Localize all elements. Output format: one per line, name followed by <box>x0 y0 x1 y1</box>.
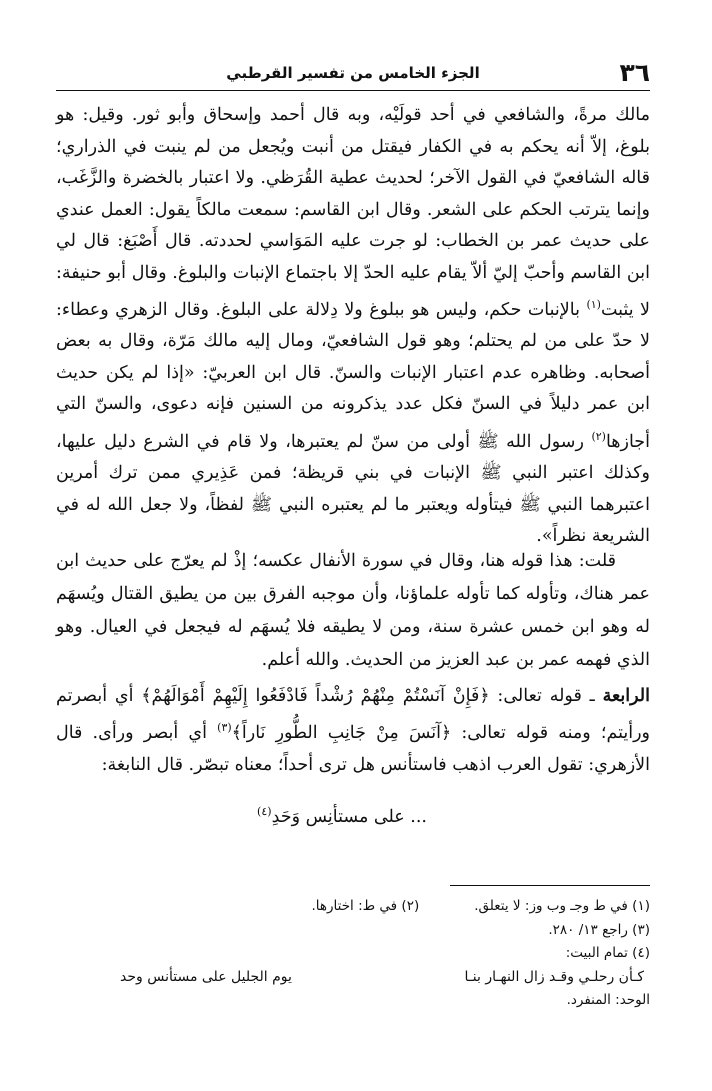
paragraph-3a-text: ـ قوله تعالى: ﴿فَإِنْ آنَسْتُمْ مِنْهُمْ رُشْداً فَادْفَعُوا إِلَيْهِمْ أَمْوَالَهُمْ﴾ أي أبصرتم ورأيتم؛ ومنه قوله تعالى: ﴿آنَسَ مِنْ جَانِبِ الطُّورِ نَاراً﴾ <box>56 686 651 743</box>
poem-second-hemistich: يوم الجليل على مستأنس وحد <box>120 968 292 985</box>
running-title: الجزء الخامس من تفسير القرطبي <box>226 64 480 82</box>
footnote-ref-4: (٤) <box>257 805 272 818</box>
paragraph-3b-text: أي أبصر ورأى. قال الأزهري: تقول العرب اذهب فاستأنس هل ترى أحداً؛ معناه تبصّر. قال النابغة: <box>56 722 650 775</box>
footnote-1: (١) في ط وجـ وب وز: لا يتعلق. <box>474 898 650 914</box>
footnote-ref-2: (٢) <box>591 429 606 443</box>
section-lead: الرابعة <box>602 686 650 706</box>
footnote-3: (٣) راجع ١٣/ ٢٨٠. <box>548 921 650 938</box>
paragraph-1c-text: رسول الله ﷺ أولى من سنّ لم يعتبرها، ولا قام في الشرع دليل عليها، وكذلك اعتبر النبي ﷺ الإنبات في بني قريظة؛ فمن عَذِيري ممن ترك أمرين اعتبرهما النبي ﷺ فيتأوله ويعتبر ما لم يعتبره النبي ﷺ لفظاً، ولا جعل الله له في الشريعة نظراً». <box>56 431 650 547</box>
footnote-poem <box>60 966 650 990</box>
footnote-gloss: الوحد: المنفرد. <box>566 992 650 1008</box>
poem-first-hemistich: كـأن رحلـي وقـد زال النهـار بنـا <box>464 968 644 985</box>
footnote-row <box>60 895 650 919</box>
poem-fragment-text: ... على مستأنِس وَحَدِ <box>271 806 427 827</box>
page-number: ٣٦ <box>619 58 650 87</box>
page-header <box>56 58 650 91</box>
paragraph-1b-text: بالإنبات حكم، وليس هو ببلوغ ولا دِلالة على البلوغ. وقال الزهري وعطاء: لا حدّ على من لم يحتلم؛ وهو قول الشافعيّ، ومال إليه مالك مَرّة، وقال به بعض أصحابه. وظاهره عدم اعتبار الإنبات والسنّ. قال ابن العربيّ: «إذا لم يكن حديث ابن عمر دليلاً في السنّ فكل عدد يذكرونه من السنين فإنه دعوى، والسنّ التي أجازها <box>56 299 650 452</box>
paragraph-1-text: مالك مرةً، والشافعي في أحد قولَيْه، وبه قال أحمد وإسحاق وأبو ثور. وقيل: هو بلوغ، إلاّ أنه يحكم به في الكفار فيقتل من أنبت ويُجعل من لم ينبت في الذراري؛ قاله الشافعيّ في القول الآخر؛ لحديث عطية القُرَظي. ولا اعتبار بالخضرة والزَّغَب، وإنما يترتب الحكم على الشعر. وقال ابن القاسم: سمعت مالكاً يقول: العمل عندي على حديث عمر بن الخطاب: لو جرت عليه المَوَاسي لحددته. قال أَصْبَغ: قال لي ابن القاسم وأحبّ إليّ ألاّ يقام عليه الحدّ إلا باجتماع الإنبات والبلوغ. وقال أبو حنيفة: لا يثبت <box>56 105 650 320</box>
footnote-2: (٢) في ط: اختارها. <box>311 898 420 914</box>
footnotes <box>60 895 650 1013</box>
poem-fragment <box>257 805 427 827</box>
paragraph-1 <box>56 100 650 553</box>
footnote-divider <box>450 885 650 886</box>
footnote-ref-3: (٣) <box>217 721 232 734</box>
paragraph-3 <box>56 680 650 781</box>
footnote-4: (٤) تمام البيت: <box>565 945 650 961</box>
paragraph-2: قلت: هذا قوله هنا، وقال في سورة الأنفال عكسه؛ إذْ لم يعرّج على حديث ابن عمر هناك، وتأوله كما تأوله علماؤنا، وأن موجبه الفرق بين من يطيق القتال ويُسهَم له وهو ابن خمس عشرة سنة، ومن لا يطيقه فلا يُسهَم له فيجعل في العيال. وهو الذي فهمه عمر بن عبد العزيز من الحديث. والله أعلم. <box>56 551 650 670</box>
footnote-ref-1: (١) <box>586 298 601 311</box>
